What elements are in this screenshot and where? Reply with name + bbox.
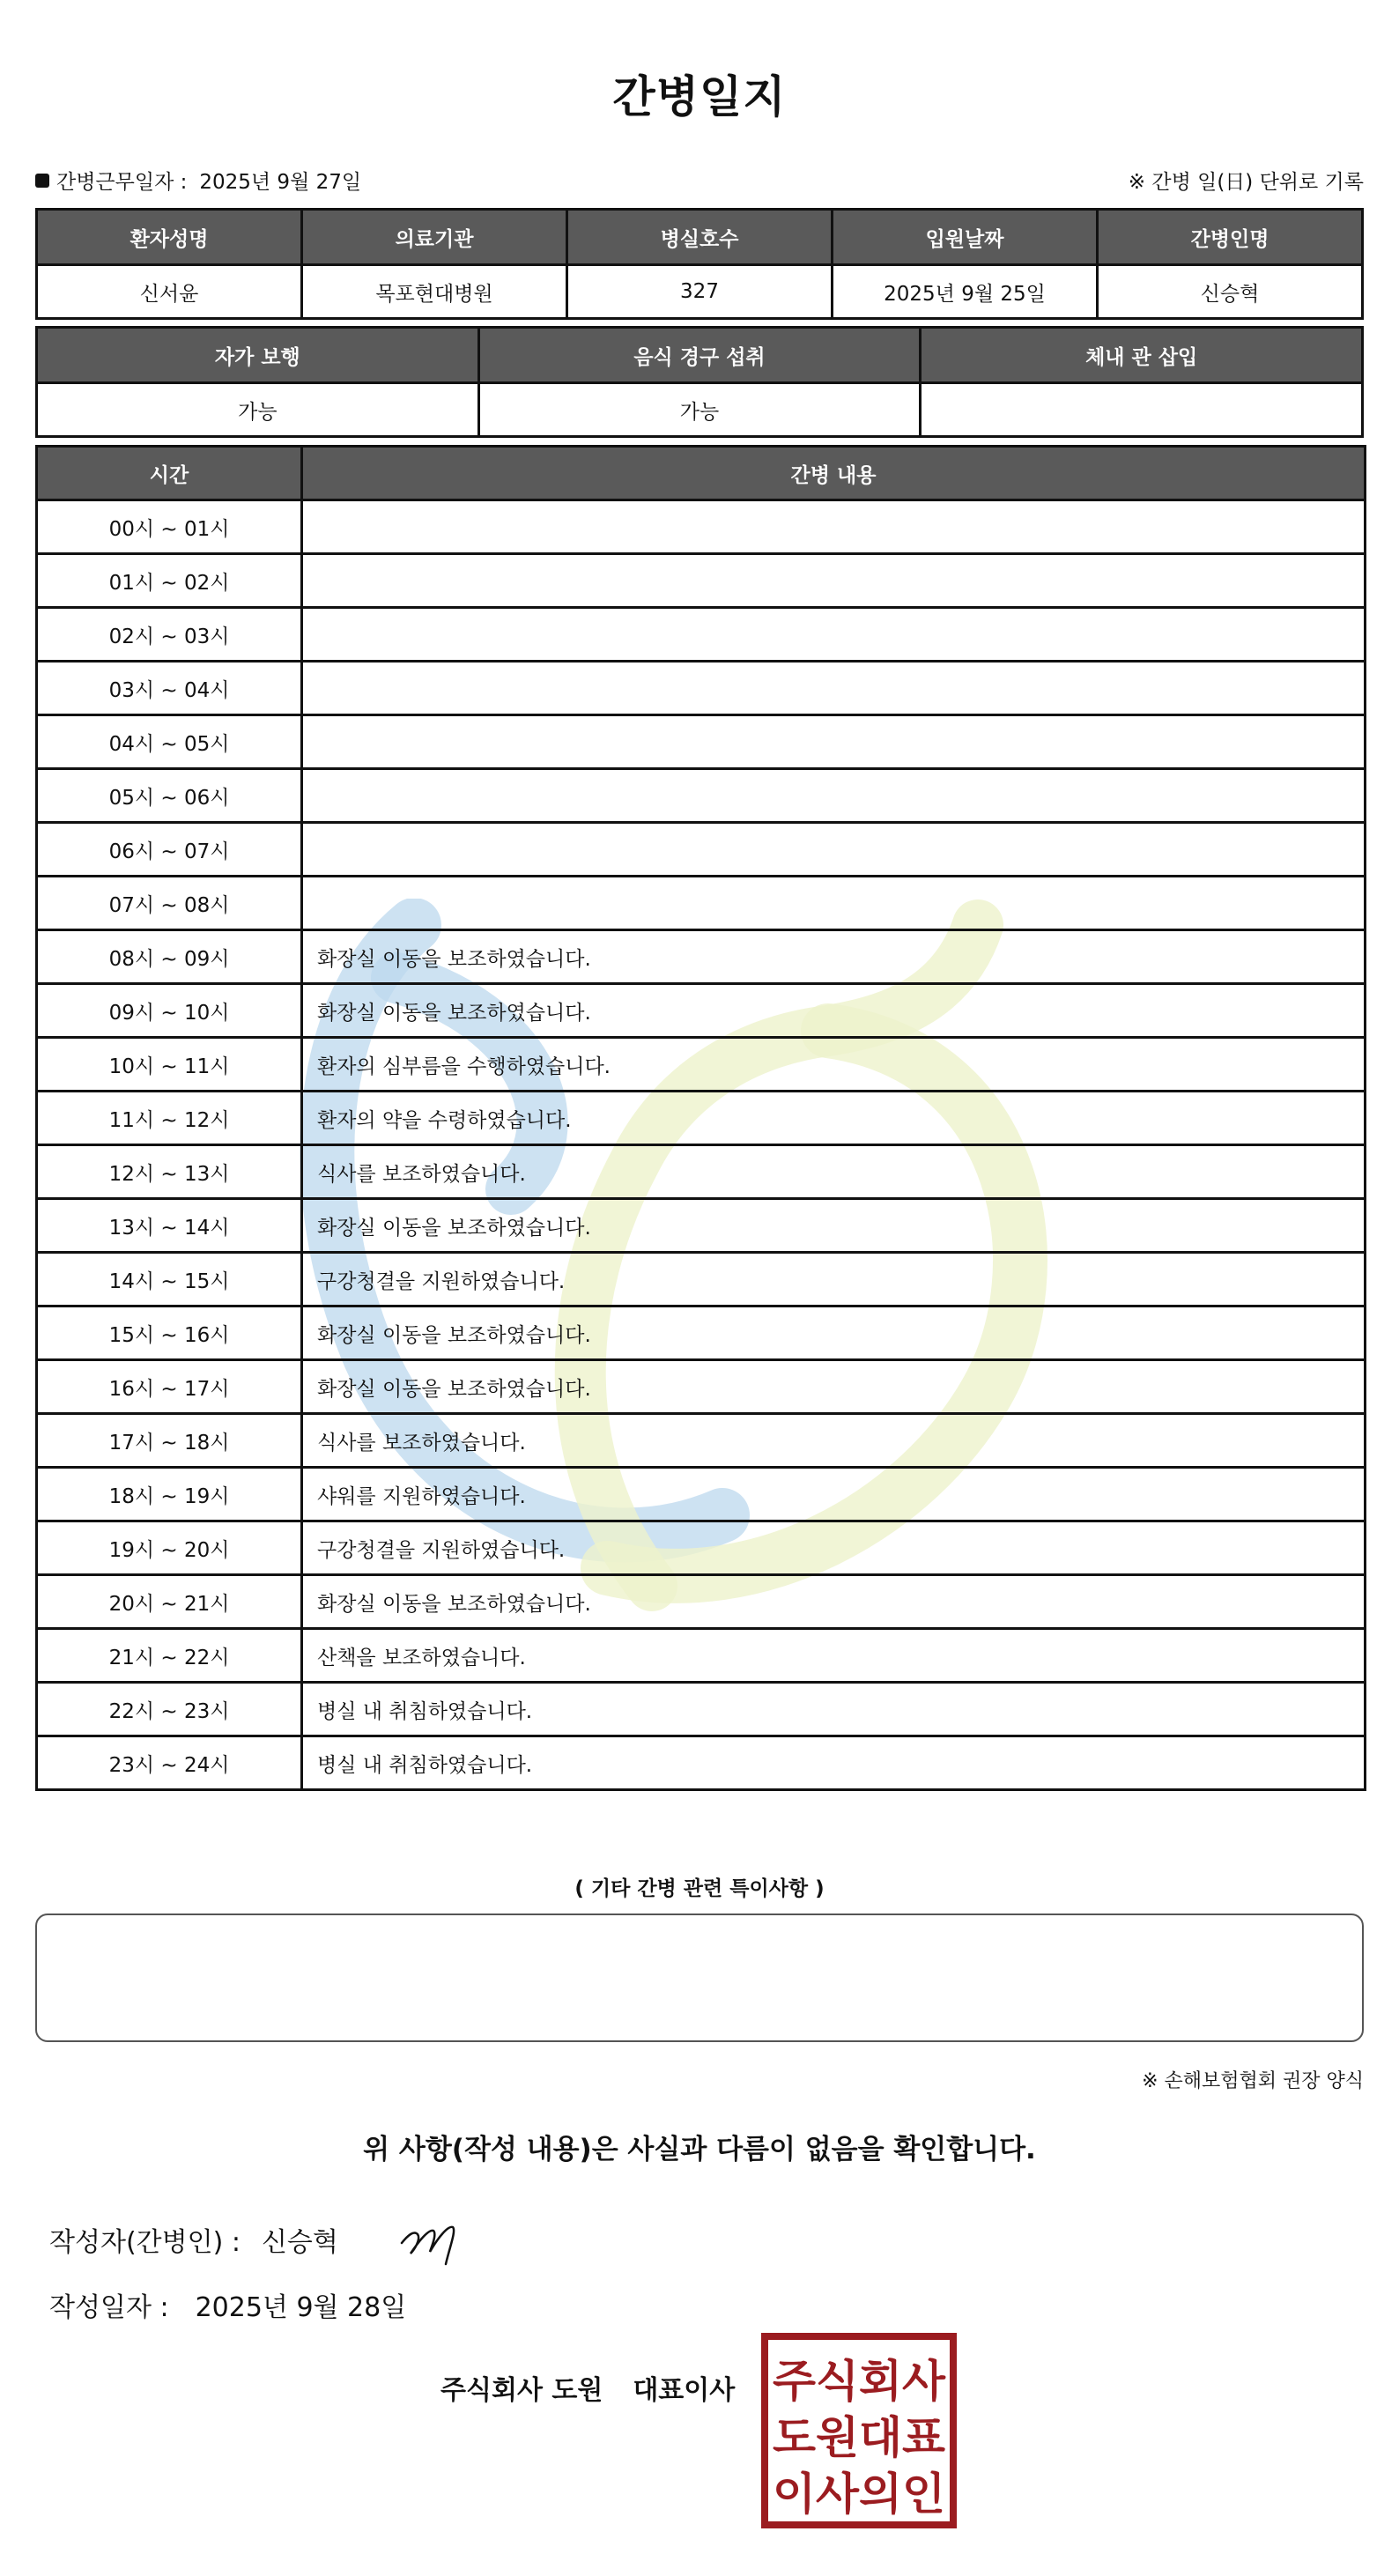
log-time: 05시 ~ 06시 bbox=[37, 769, 302, 823]
log-content: 구강청결을 지원하였습니다. bbox=[302, 1521, 1366, 1575]
info-header: 병실호수 bbox=[567, 210, 833, 265]
oral-intake-value: 가능 bbox=[478, 383, 921, 437]
log-row bbox=[37, 1736, 1366, 1790]
log-content: 화장실 이동을 보조하였습니다. bbox=[302, 1360, 1366, 1414]
info-header: 의료기관 bbox=[302, 210, 567, 265]
log-time: 13시 ~ 14시 bbox=[37, 1199, 302, 1253]
log-content: 산책을 보조하였습니다. bbox=[302, 1629, 1366, 1683]
log-content: 환자의 심부름을 수행하였습니다. bbox=[302, 1038, 1366, 1092]
log-content bbox=[302, 823, 1366, 877]
log-content: 화장실 이동을 보조하였습니다. bbox=[302, 1575, 1366, 1629]
log-content bbox=[302, 877, 1366, 930]
page-title: 간병일지 bbox=[612, 71, 787, 122]
status-header: 음식 경구 섭취 bbox=[478, 328, 921, 383]
log-row bbox=[37, 877, 1366, 930]
log-time: 09시 ~ 10시 bbox=[37, 984, 302, 1038]
time-header: 시간 bbox=[37, 447, 302, 500]
log-content: 식사를 보조하였습니다. bbox=[302, 1414, 1366, 1468]
log-time: 04시 ~ 05시 bbox=[37, 715, 302, 769]
log-row bbox=[37, 1360, 1366, 1414]
info-header: 환자성명 bbox=[37, 210, 302, 265]
log-row bbox=[37, 554, 1366, 608]
log-content: 병실 내 취침하였습니다. bbox=[302, 1683, 1366, 1736]
log-row bbox=[37, 769, 1366, 823]
log-content: 화장실 이동을 보조하였습니다. bbox=[302, 930, 1366, 984]
write-date-value: 2025년 9월 28일 bbox=[195, 2292, 407, 2323]
log-time: 19시 ~ 20시 bbox=[37, 1521, 302, 1575]
work-date-row bbox=[35, 166, 361, 195]
log-content: 구강청결을 지원하였습니다. bbox=[302, 1253, 1366, 1307]
status-header: 체내 관 삽입 bbox=[921, 328, 1363, 383]
log-row bbox=[37, 930, 1366, 984]
log-content bbox=[302, 715, 1366, 769]
caregiver-name: 신승혁 bbox=[1098, 265, 1363, 319]
log-time: 17시 ~ 18시 bbox=[37, 1414, 302, 1468]
log-content bbox=[302, 769, 1366, 823]
log-time: 08시 ~ 09시 bbox=[37, 930, 302, 984]
bullet-square-icon bbox=[35, 174, 49, 188]
signature-mark bbox=[398, 2208, 486, 2268]
info-header: 입원날짜 bbox=[833, 210, 1098, 265]
patient-status-table bbox=[35, 326, 1364, 438]
log-time: 10시 ~ 11시 bbox=[37, 1038, 302, 1092]
log-content bbox=[302, 500, 1366, 554]
patient-info-table bbox=[35, 208, 1364, 320]
log-time: 20시 ~ 21시 bbox=[37, 1575, 302, 1629]
log-time: 07시 ~ 08시 bbox=[37, 877, 302, 930]
log-content: 화장실 이동을 보조하였습니다. bbox=[302, 1199, 1366, 1253]
log-content: 화장실 이동을 보조하였습니다. bbox=[302, 984, 1366, 1038]
log-row bbox=[37, 1414, 1366, 1468]
log-row bbox=[37, 1683, 1366, 1736]
log-time: 01시 ~ 02시 bbox=[37, 554, 302, 608]
write-date-label: 작성일자 : bbox=[49, 2292, 169, 2323]
patient-name: 신서윤 bbox=[37, 265, 302, 319]
log-row bbox=[37, 1145, 1366, 1199]
log-row bbox=[37, 500, 1366, 554]
log-row bbox=[37, 1092, 1366, 1145]
svg-text:이사의인: 이사의인 bbox=[773, 2469, 945, 2520]
confirmation-statement: 위 사항(작성 내용)은 사실과 다름이 없음을 확인합니다. bbox=[363, 2134, 1036, 2165]
work-date-value: 2025년 9월 27일 bbox=[199, 171, 362, 194]
special-notes-box bbox=[35, 1913, 1364, 2042]
log-time: 12시 ~ 13시 bbox=[37, 1145, 302, 1199]
log-row bbox=[37, 662, 1366, 715]
company-row bbox=[440, 2368, 735, 2407]
company-name: 주식회사 도원 bbox=[440, 2375, 603, 2406]
log-row bbox=[37, 608, 1366, 662]
self-walking-value: 가능 bbox=[37, 383, 479, 437]
log-time: 18시 ~ 19시 bbox=[37, 1468, 302, 1521]
hospital-name: 목포현대병원 bbox=[302, 265, 567, 319]
log-row bbox=[37, 823, 1366, 877]
representative-title: 대표이사 bbox=[633, 2375, 736, 2406]
care-log-table bbox=[35, 445, 1366, 1791]
log-time: 03시 ~ 04시 bbox=[37, 662, 302, 715]
log-row bbox=[37, 1629, 1366, 1683]
log-row bbox=[37, 1199, 1366, 1253]
log-content: 식사를 보조하였습니다. bbox=[302, 1145, 1366, 1199]
log-content: 샤워를 지원하였습니다. bbox=[302, 1468, 1366, 1521]
writer-name: 신승혁 bbox=[261, 2227, 338, 2258]
log-time: 02시 ~ 03시 bbox=[37, 608, 302, 662]
company-seal-stamp bbox=[759, 2331, 959, 2530]
work-date-label: 간병근무일자 : bbox=[56, 171, 188, 194]
status-header: 자가 보행 bbox=[37, 328, 479, 383]
log-time: 16시 ~ 17시 bbox=[37, 1360, 302, 1414]
log-content: 화장실 이동을 보조하였습니다. bbox=[302, 1307, 1366, 1360]
log-row bbox=[37, 1468, 1366, 1521]
log-row bbox=[37, 1253, 1366, 1307]
log-row bbox=[37, 1575, 1366, 1629]
log-time: 11시 ~ 12시 bbox=[37, 1092, 302, 1145]
log-time: 22시 ~ 23시 bbox=[37, 1683, 302, 1736]
log-content: 병실 내 취침하였습니다. bbox=[302, 1736, 1366, 1790]
log-time: 15시 ~ 16시 bbox=[37, 1307, 302, 1360]
content-header: 간병 내용 bbox=[302, 447, 1366, 500]
log-content bbox=[302, 608, 1366, 662]
log-row bbox=[37, 1521, 1366, 1575]
tube-insertion-value bbox=[921, 383, 1363, 437]
special-notes-title: ( 기타 간병 관련 특이사항 ) bbox=[574, 1877, 825, 1900]
info-header: 간병인명 bbox=[1098, 210, 1363, 265]
log-row bbox=[37, 984, 1366, 1038]
admission-date: 2025년 9월 25일 bbox=[833, 265, 1098, 319]
writer-row bbox=[49, 2220, 338, 2259]
log-content bbox=[302, 662, 1366, 715]
write-date-row bbox=[49, 2285, 406, 2324]
log-row bbox=[37, 1307, 1366, 1360]
form-note: ※ 손해보험협회 권장 양식 bbox=[1142, 2070, 1364, 2092]
writer-label: 작성자(간병인) : bbox=[49, 2227, 241, 2258]
unit-note: ※ 간병 일(日) 단위로 기록 bbox=[1128, 171, 1364, 194]
log-time: 21시 ~ 22시 bbox=[37, 1629, 302, 1683]
svg-text:주식회사: 주식회사 bbox=[773, 2356, 946, 2407]
log-row bbox=[37, 1038, 1366, 1092]
log-content bbox=[302, 554, 1366, 608]
log-time: 06시 ~ 07시 bbox=[37, 823, 302, 877]
log-row bbox=[37, 715, 1366, 769]
log-time: 14시 ~ 15시 bbox=[37, 1253, 302, 1307]
log-time: 00시 ~ 01시 bbox=[37, 500, 302, 554]
room-number: 327 bbox=[567, 265, 833, 319]
log-content: 환자의 약을 수령하였습니다. bbox=[302, 1092, 1366, 1145]
svg-text:도원대표: 도원대표 bbox=[773, 2412, 946, 2463]
log-time: 23시 ~ 24시 bbox=[37, 1736, 302, 1790]
